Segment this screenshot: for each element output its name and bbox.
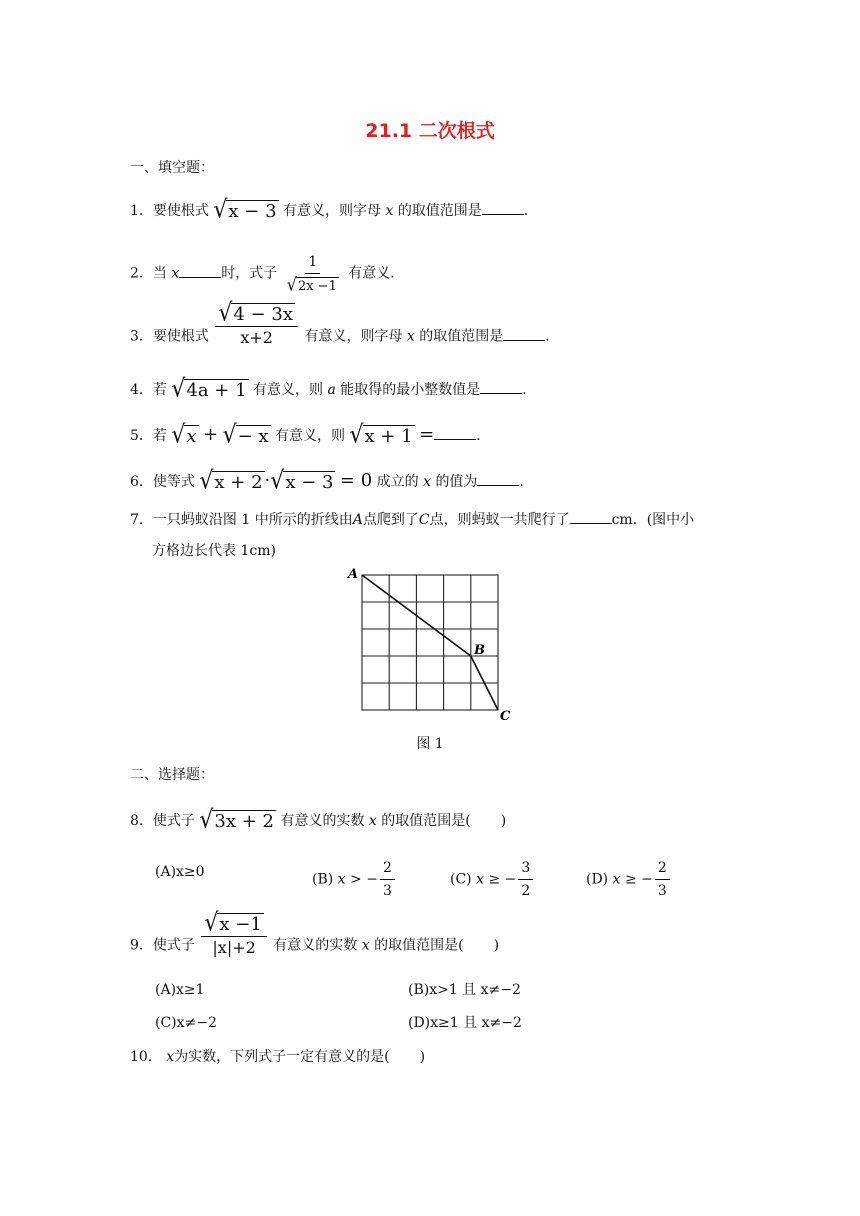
radical-expression: √ 3x + 2 — [199, 806, 274, 835]
option-expr: x ≥ − — [476, 871, 517, 888]
numerator: 2 — [655, 858, 670, 880]
punctuation: ． — [519, 474, 534, 490]
figure-caption: 图 1 — [416, 736, 444, 752]
radicand: x − 3 — [285, 472, 334, 493]
option-letter: (D) — [586, 871, 609, 888]
answer-blank — [179, 263, 221, 278]
answer-blank — [503, 326, 545, 341]
answer-blank — [477, 471, 519, 486]
option-c — [450, 858, 535, 901]
option-b: (B)x>1 且 x≠−2 — [408, 982, 521, 998]
question-number: 9． — [130, 937, 153, 954]
question-text: 的取值范围是( — [381, 813, 471, 829]
radicand: − x — [237, 426, 269, 447]
denominator: √ 2x −1 — [286, 273, 337, 295]
question-text: 点爬到了 — [362, 512, 419, 528]
question-number: 3． — [130, 328, 153, 345]
denominator: |x|+2 — [212, 938, 256, 957]
option-d: (D)x≥1 且 x≠−2 — [408, 1015, 522, 1031]
fraction-expression — [284, 252, 342, 295]
option-c: (C)x≠−2 — [155, 1015, 217, 1031]
denominator: 2 — [521, 883, 531, 899]
answer-blank — [434, 425, 476, 440]
question-number: 1． — [130, 203, 153, 219]
answer-blank — [480, 379, 522, 394]
question-text: 有意义，则字母 — [283, 203, 381, 219]
radicand: 3x + 2 — [214, 811, 274, 832]
question-text: 有意义，则 — [253, 382, 324, 398]
punctuation: ． — [545, 328, 560, 345]
fraction-expression — [518, 858, 533, 901]
fraction-expression — [215, 299, 298, 348]
radical-expression: √ − x — [222, 421, 269, 450]
question-number: 5． — [130, 428, 153, 444]
variable: x — [166, 1049, 175, 1065]
question-text: 若 — [152, 428, 167, 444]
question-text: 时，式子 — [221, 265, 278, 282]
question-9 — [130, 909, 500, 958]
question-10 — [130, 1047, 425, 1067]
fraction-expression — [201, 909, 266, 958]
label-C: C — [500, 709, 511, 722]
option-b — [312, 858, 397, 901]
radical-expression: √ x + 1 — [349, 421, 413, 450]
question-3 — [130, 299, 560, 348]
variable: x — [361, 937, 370, 954]
question-number: 8． — [130, 813, 153, 829]
radicand: x − 3 — [228, 201, 277, 222]
question-5 — [130, 421, 491, 450]
question-number: 7． — [130, 512, 153, 528]
question-text: 的取值范围是 — [397, 203, 482, 219]
radicand: x — [186, 426, 197, 447]
denominator: 3 — [382, 883, 392, 899]
question-7-continuation: 方格边长代表 1cm) — [152, 543, 276, 559]
operator: · — [264, 470, 271, 491]
point-label: C — [418, 512, 430, 528]
question-text: 成立的 — [376, 474, 419, 490]
punctuation: ) — [500, 813, 507, 829]
question-7 — [130, 509, 694, 530]
numerator: 3 — [518, 858, 533, 880]
radical-expression: √ x + 2 — [199, 467, 263, 496]
label-B: B — [474, 643, 485, 658]
radicand: x −1 — [219, 914, 262, 935]
punctuation: ． — [522, 382, 537, 398]
radicand: x + 1 — [364, 426, 413, 447]
variable: x — [423, 474, 431, 490]
answer-blank — [482, 200, 524, 215]
question-number: 6． — [130, 474, 153, 490]
radicand: 4 − 3x — [233, 304, 293, 325]
question-text: cm．(图中小 — [611, 512, 695, 528]
punctuation: ) — [419, 1049, 426, 1065]
fraction-expression — [380, 858, 395, 901]
question-text: 的取值范围是( — [374, 937, 464, 954]
numerator: √ 4 − 3x — [215, 303, 298, 327]
variable: x — [406, 328, 415, 345]
question-text: 的取值范围是 — [419, 328, 504, 345]
denominator: x+2 — [240, 328, 273, 347]
option-expr: x ≥ − — [612, 871, 653, 888]
radical-expression: √ x − 3 — [270, 467, 334, 496]
option-d — [586, 858, 672, 901]
section-heading-fill: 一、填空题： — [130, 160, 214, 176]
operator: = — [419, 424, 435, 445]
question-text: 使式子 — [152, 813, 195, 829]
question-text: 有意义，则字母 — [304, 328, 403, 345]
numerator: √ x −1 — [201, 913, 266, 937]
question-text: 有意义的实数 — [280, 813, 365, 829]
question-4 — [130, 375, 537, 404]
option-expr: x > − — [337, 871, 378, 888]
question-number: 4． — [130, 382, 153, 398]
radicand: 2x −1 — [297, 278, 337, 294]
answer-blank — [570, 509, 612, 524]
option-letter: (C) — [450, 871, 472, 888]
variable: a — [327, 382, 336, 398]
question-text: 点，则蚂蚁一共爬行了 — [429, 512, 570, 528]
question-number: 2． — [130, 265, 153, 282]
label-A: A — [348, 567, 359, 582]
question-text: 的值为 — [435, 474, 478, 490]
question-2 — [130, 252, 404, 295]
variable: x — [171, 265, 180, 282]
option-a: (A)x≥1 — [155, 982, 205, 998]
operator: + — [203, 424, 219, 445]
radicand: 4a + 1 — [186, 380, 247, 401]
question-text: 有意义． — [348, 265, 405, 282]
question-text: 有意义，则 — [275, 428, 346, 444]
variable: x — [385, 203, 394, 219]
question-8 — [130, 806, 507, 835]
radical-expression: √ x — [171, 421, 197, 450]
question-text: 一只蚂蚁沿图 1 中所示的折线由 — [152, 512, 353, 528]
question-1 — [130, 196, 538, 225]
option-letter: (B) — [312, 871, 334, 888]
question-text: 要使根式 — [152, 203, 209, 219]
question-number: 10． — [130, 1049, 162, 1065]
question-6 — [130, 467, 534, 496]
numerator: 2 — [380, 858, 395, 880]
question-text: 使等式 — [152, 474, 195, 490]
equation-rhs: = 0 — [339, 470, 373, 491]
question-text: 为实数，下列式子一定有意义的是( — [174, 1049, 390, 1065]
section-heading-choice: 二、选择题： — [130, 767, 214, 783]
variable: x — [368, 813, 377, 829]
radical-expression: √ x − 3 — [213, 196, 277, 225]
denominator: 3 — [657, 883, 667, 899]
radicand: x + 2 — [214, 472, 263, 493]
fraction-expression — [655, 858, 670, 901]
question-text: 要使根式 — [152, 328, 209, 345]
page-title: 21.1 二次根式 — [365, 120, 495, 142]
question-text: 使式子 — [152, 937, 195, 954]
grid-figure — [340, 562, 520, 722]
question-text: 能取得的最小整数值是 — [340, 382, 481, 398]
radical-expression: √ 4a + 1 — [171, 375, 247, 404]
numerator: 1 — [305, 252, 320, 274]
question-text: 若 — [152, 382, 167, 398]
point-label: A — [352, 512, 363, 528]
option-a: (A)x≥0 — [155, 864, 205, 880]
question-text: 有意义的实数 — [273, 937, 358, 954]
punctuation: ) — [493, 937, 500, 954]
punctuation: ． — [523, 203, 538, 219]
punctuation: ． — [476, 428, 491, 444]
question-text: 当 — [152, 265, 167, 282]
